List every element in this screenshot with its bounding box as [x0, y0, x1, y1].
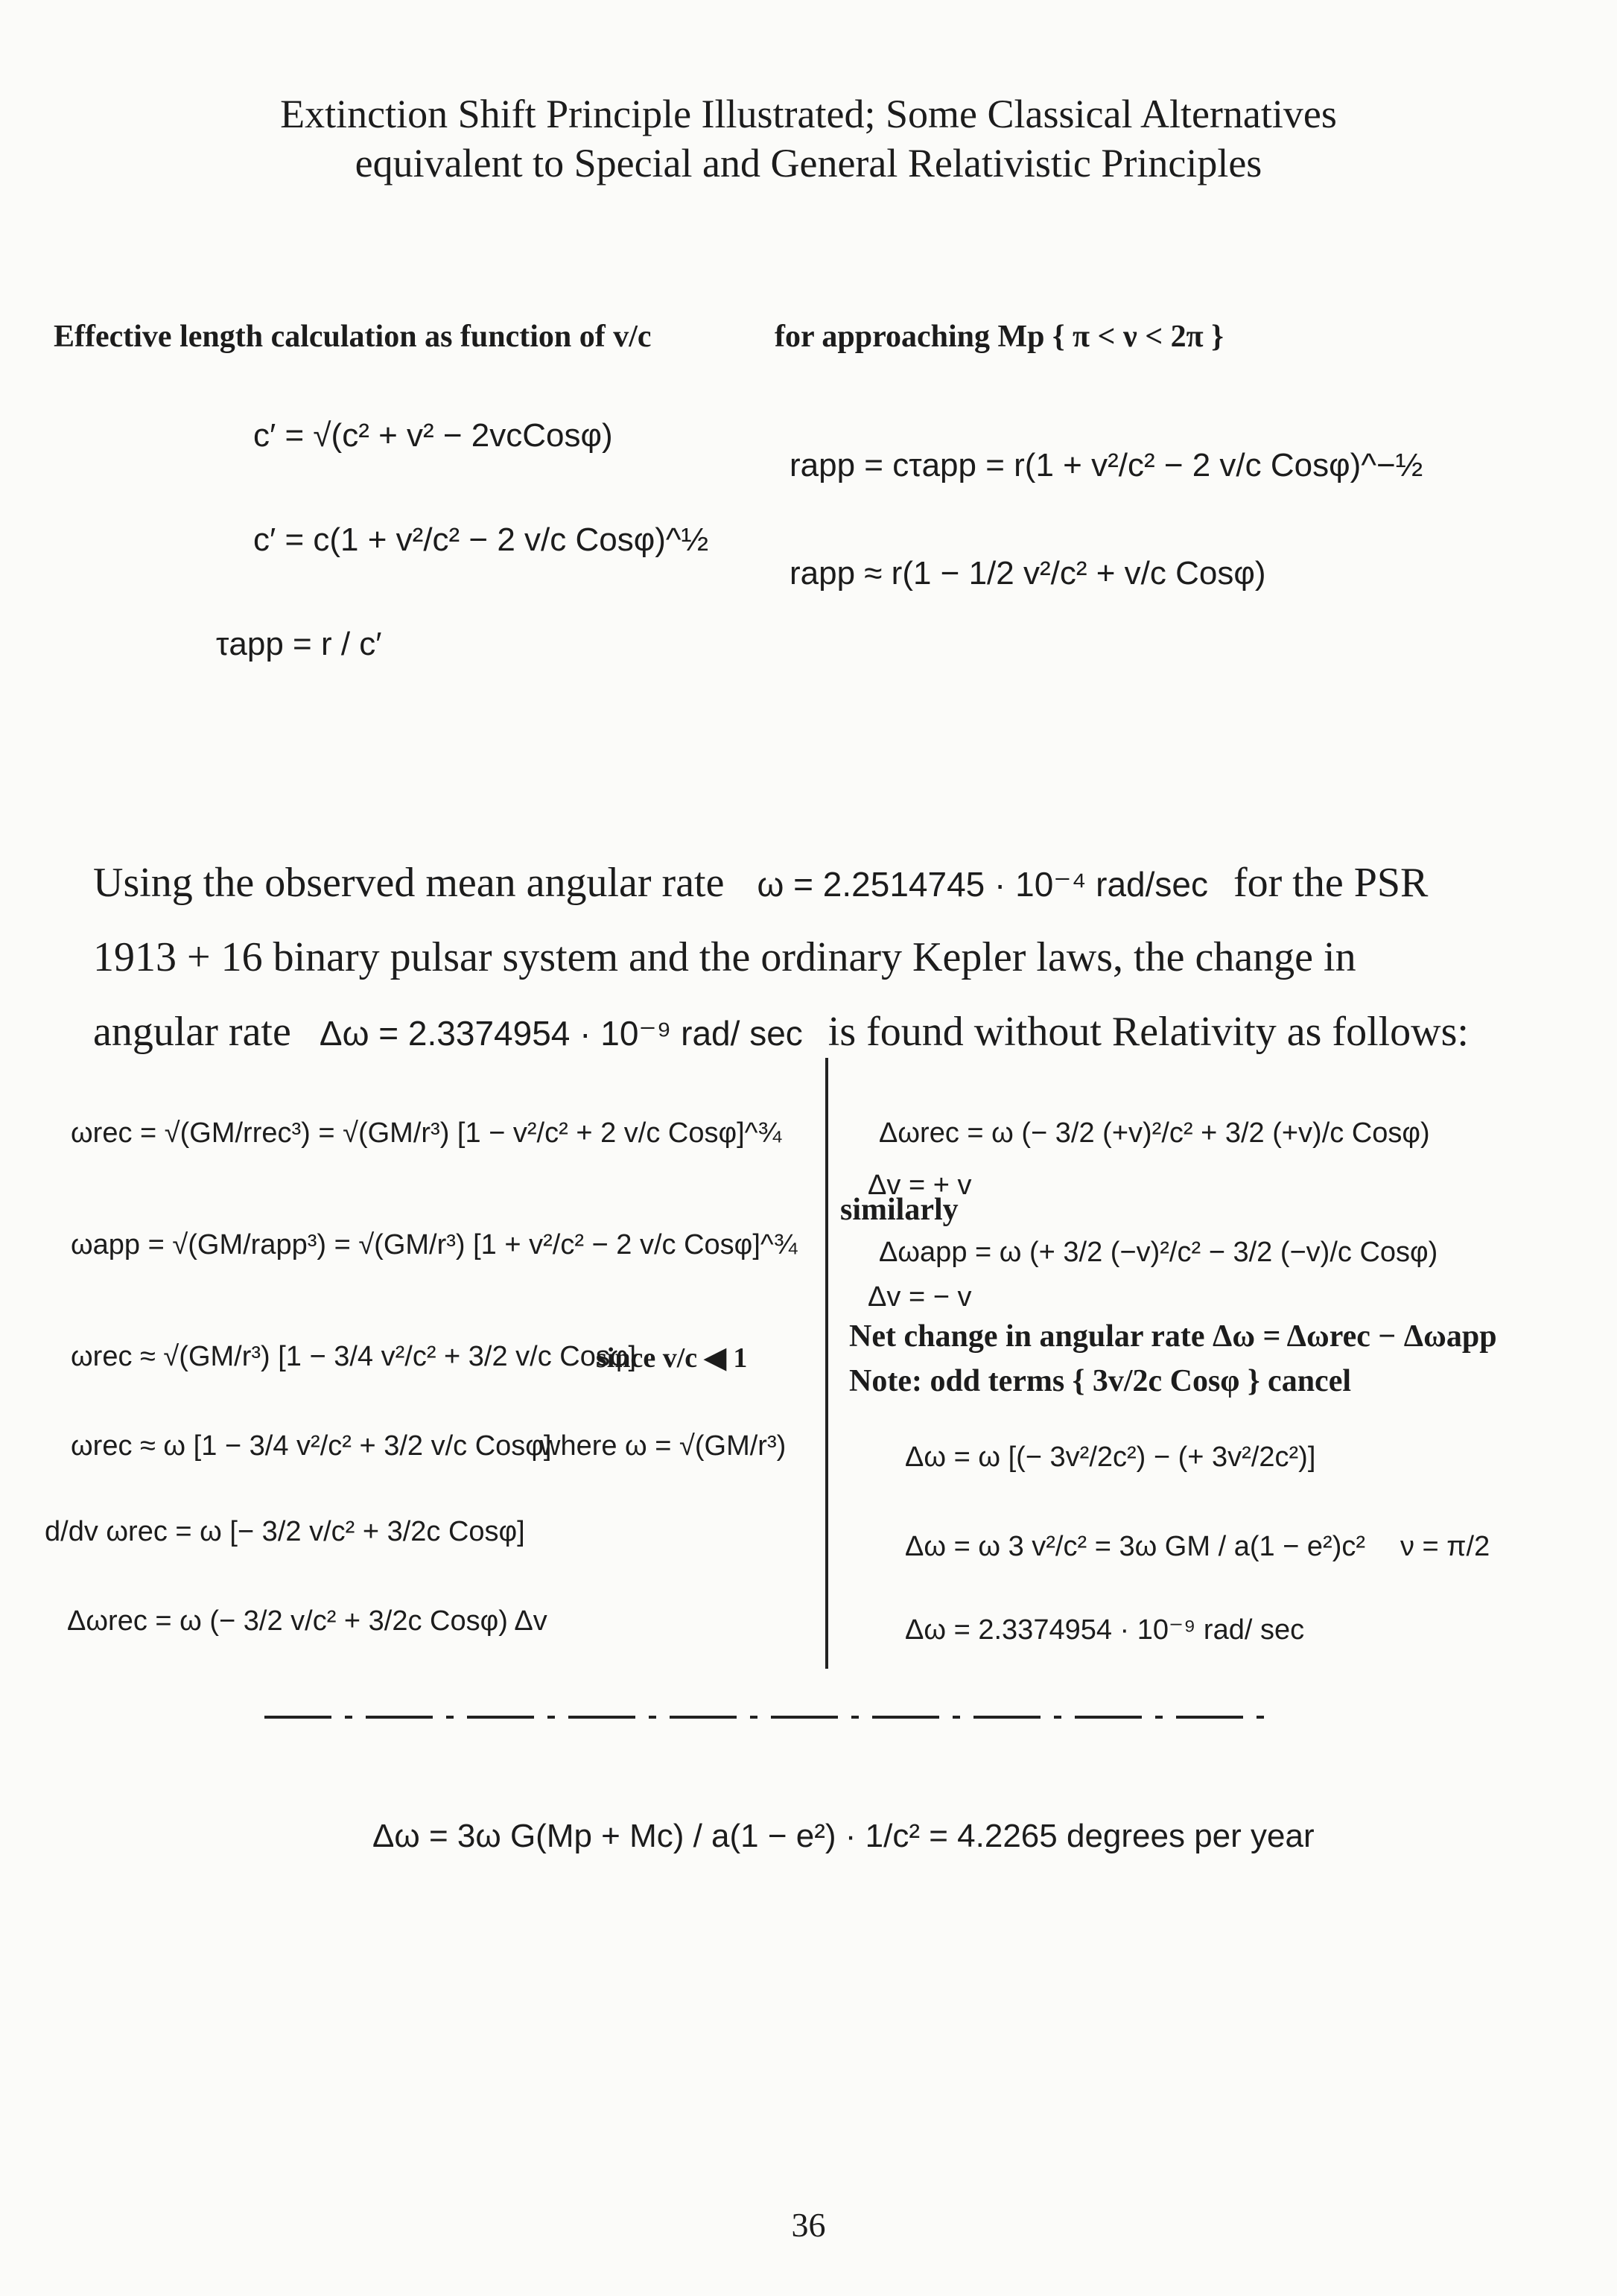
left-equation-3-since: since v/c ◀ 1 — [596, 1342, 748, 1374]
left-equation-4-where: where ω = √(GM/r³) — [540, 1430, 787, 1462]
right-equation-2-sub: Δv = − v — [868, 1281, 972, 1313]
paragraph-text-5: is found without Relativity as follows: — [827, 1009, 1469, 1055]
right-equation-5: Δω = 2.3374954 · 10⁻⁹ rad/ sec — [905, 1614, 1305, 1646]
page-number: 36 — [791, 2206, 826, 2244]
right-equation-4-nu: ν = π/2 — [1400, 1531, 1490, 1562]
left-equation-3: ωrec ≈ √(GM/r³) [1 − 3/4 v²/c² + 3/2 v/c Cosφ] — [71, 1341, 637, 1372]
paragraph-line-1 — [93, 846, 1538, 922]
dash-dot-separator — [264, 1716, 1266, 1719]
equation-tau-app: τapp = r / c′ — [216, 626, 382, 662]
paragraph-line-3 — [93, 995, 1538, 1071]
delta-omega-value: Δω = 2.3374954 · 10⁻⁹ rad/ sec — [319, 1014, 803, 1053]
left-equation-4: ωrec ≈ ω [1 − 3/4 v²/c² + 3/2 v/c Cosφ] — [71, 1430, 552, 1462]
left-equation-1: ωrec = √(GM/rrec³) = √(GM/r³) [1 − v²/c² + 2 v/c Cosφ]^¾ — [71, 1117, 782, 1149]
paragraph-text-1: Using the observed mean angular rate — [93, 860, 725, 906]
omega-value: ω = 2.2514745 · 10⁻⁴ rad/sec — [757, 865, 1208, 904]
section-heading-right: for approaching Mp { π < ν < 2π } — [775, 320, 1224, 354]
similarly-label: similarly — [840, 1193, 959, 1227]
equation-c-prime-1: c′ = √(c² + v² − 2vcCosφ) — [253, 417, 613, 454]
right-equation-1-sub: Δv = + v — [868, 1170, 972, 1201]
right-equation-1: Δωrec = ω (− 3/2 (+v)²/c² + 3/2 (+v)/c Cosφ) — [879, 1117, 1430, 1149]
equation-r-app-1: rapp = cτapp = r(1 + v²/c² − 2 v/c Cosφ)^−½ — [790, 447, 1423, 483]
title-line-1: Extinction Shift Principle Illustrated; Some Classical Alternatives — [280, 92, 1337, 136]
paragraph-text-4: angular rate — [93, 1009, 291, 1055]
equation-c-prime-2: c′ = c(1 + v²/c² − 2 v/c Cosφ)^½ — [253, 521, 709, 558]
right-equation-4: Δω = ω 3 v²/c² = 3ω GM / a(1 − e²)c² — [905, 1531, 1366, 1562]
final-equation: Δω = 3ω G(Mp + Mc) / a(1 − e²) · 1/c² = 4.2265 degrees per year — [372, 1818, 1315, 1854]
odd-terms-note: Note: odd terms { 3v/2c Cosφ } cancel — [849, 1364, 1352, 1398]
left-equation-2: ωapp = √(GM/rapp³) = √(GM/r³) [1 + v²/c² − 2 v/c Cosφ]^¾ — [71, 1229, 798, 1260]
left-equation-6: Δωrec = ω (− 3/2 v/c² + 3/2c Cosφ) Δv — [67, 1605, 547, 1637]
column-divider — [825, 1058, 828, 1669]
paragraph-line-2: 1913 + 16 binary pulsar system and the ordinary Kepler laws, the change in — [93, 934, 1356, 980]
left-equation-5: d/dv ωrec = ω [− 3/2 v/c² + 3/2c Cosφ] — [45, 1516, 525, 1547]
equation-r-app-2: rapp ≈ r(1 − 1/2 v²/c² + v/c Cosφ) — [790, 555, 1266, 592]
net-change-label: Net change in angular rate Δω = Δωrec − Δωapp — [849, 1319, 1497, 1354]
right-equation-3: Δω = ω [(− 3v²/2c²) − (+ 3v²/2c²)] — [905, 1442, 1316, 1473]
section-heading-left: Effective length calculation as function of v/c — [54, 320, 652, 354]
right-equation-2: Δωapp = ω (+ 3/2 (−v)²/c² − 3/2 (−v)/c Cosφ) — [879, 1237, 1438, 1268]
paragraph-text-2: for the PSR — [1233, 860, 1429, 906]
title-line-2: equivalent to Special and General Relativistic Principles — [355, 141, 1262, 185]
